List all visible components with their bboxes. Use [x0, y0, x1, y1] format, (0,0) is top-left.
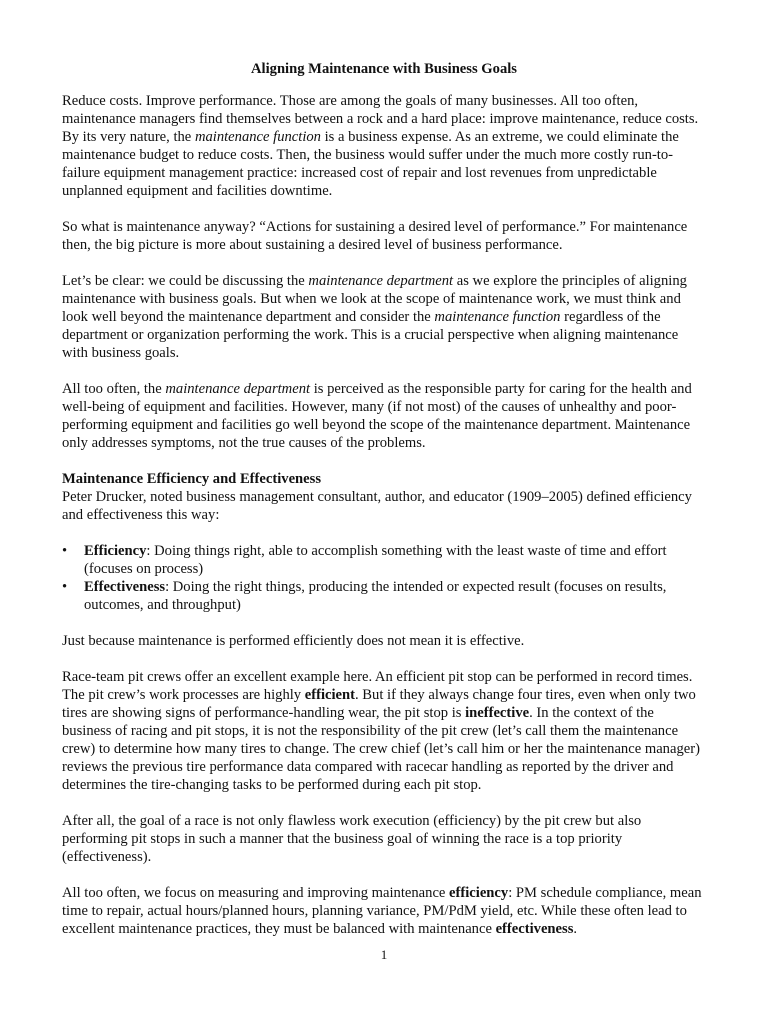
definition: : Doing things right, able to accomplish something with the least waste of time and effort (focuses on process) [84, 543, 667, 577]
text-run: All too often, the [62, 381, 166, 397]
paragraph-race-goal: After all, the goal of a race is not only flawless work execution (efficiency) by the pit crew but also performing pit stops in such a manner that the business goal of winning the race is a top priority (effectiveness). [62, 813, 642, 865]
bold-term: effectiveness [495, 921, 574, 937]
text-run: as we explore the principles of aligning maintenance with business goals. But when we look at the scope of maintenance work, we must think and look well beyond the maintenance department and consider the [62, 273, 687, 325]
text-run: Let’s be clear: we could be discussing the [62, 273, 309, 289]
emphasis: maintenance department [165, 381, 311, 397]
paragraph-scope [62, 272, 706, 362]
emphasis: maintenance department [308, 273, 454, 289]
text-run: Race-team pit crews offer an excellent example here. An efficient pit stop can be performed in record times. The pit crew’s work processes are highly [62, 669, 693, 703]
text-run: Reduce costs. Improve performance. Those are among the goals of many businesses. All too often, maintenance managers find themselves between a rock and a hard place: improve maintenance, reduce costs. By its very nature, the [62, 93, 699, 145]
page-number: 1 [380, 947, 388, 962]
section-heading: Maintenance Efficiency and Effectiveness [62, 471, 321, 487]
paragraph-intro [62, 92, 706, 200]
list-item [62, 578, 706, 614]
definition-list [62, 542, 706, 614]
term: Efficiency [84, 543, 147, 559]
text-run: regardless of the department or organization performing the work. This is a crucial perspective when aligning maintenance with business goals. [62, 309, 679, 361]
text-run: . [573, 921, 578, 937]
list-item [62, 542, 706, 578]
paragraph-measuring [62, 884, 706, 938]
bullet-icon: • [62, 579, 68, 595]
text-run: All too often, we focus on measuring and improving maintenance [62, 885, 450, 901]
term: Effectiveness [84, 579, 166, 595]
bold-term: efficiency [449, 885, 509, 901]
text-run: . But if they always change four tires, even when only two tires are showing signs of performance-handling wear, the pit stop is [62, 687, 696, 721]
paragraph-definition: So what is maintenance anyway? “Actions for sustaining a desired level of performance.” For maintenance then, the big picture is more about sustaining a desired level of business performance. [62, 219, 688, 253]
text-run: is a business expense. As an extreme, we could eliminate the maintenance budget to reduce costs. Then, the business would suffer under the much more costly run-to-failure equipment management practice: increased cost of repair and lost revenues from unpredictable unplanned equipment and facilities downtime. [62, 129, 679, 199]
paragraph-drucker: Peter Drucker, noted business management consultant, author, and educator (1909–2005) defined efficiency and effectiveness this way: [62, 489, 692, 523]
paragraph-efficient-vs-effective: Just because maintenance is performed efficiently does not mean it is effective. [62, 633, 525, 649]
emphasis: maintenance function [194, 129, 321, 145]
definition: : Doing the right things, producing the intended or expected result (focuses on results, outcomes, and throughput) [84, 579, 667, 613]
text-run: : PM schedule compliance, mean time to repair, actual hours/planned hours, planning variance, PM/PdM yield, etc. While these often lead to excellent maintenance practices, they must be balanced with maintenance [62, 885, 702, 937]
bullet-icon: • [62, 543, 68, 559]
paragraph-pit-crew [62, 668, 706, 794]
document-title: Aligning Maintenance with Business Goals [251, 61, 517, 77]
emphasis: maintenance function [434, 309, 561, 325]
text-run: is perceived as the responsible party for caring for the health and well-being of equipment and facilities. However, many (if not most) of the causes of unhealthy and poor-performing equipment and facilities go well beyond the scope of the maintenance department. Maintenance only addresses symptoms, not the true causes of the problems. [62, 381, 692, 451]
paragraph-department [62, 380, 706, 452]
text-run: . In the context of the business of racing and pit stops, it is not the responsibility of the pit crew (let’s call them the maintenance crew) to determine how many tires to change. The crew chief (let’s call him or her the maintenance manager) reviews the previous tire performance data compared with racecar handling as reported by the driver and determines the tire-changing tasks to be performed during each pit stop. [62, 705, 700, 793]
bold-term: efficient [304, 687, 355, 703]
bold-term: ineffective [465, 705, 530, 721]
